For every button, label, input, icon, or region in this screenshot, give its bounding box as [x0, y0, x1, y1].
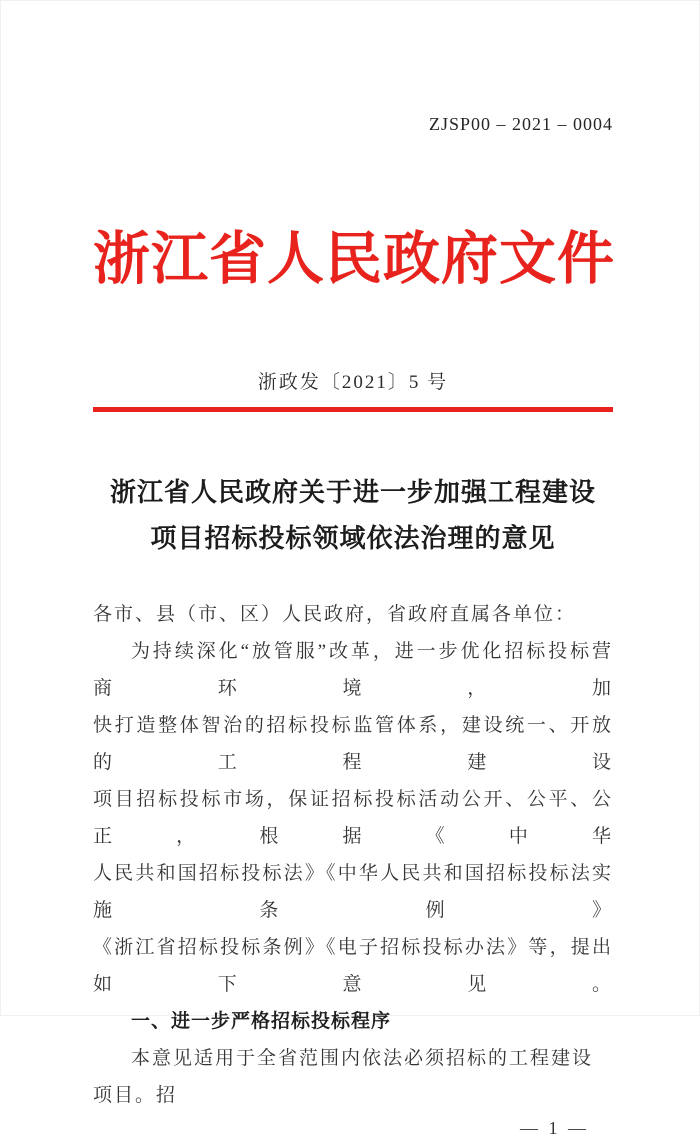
body-line: 《浙江省招标投标条例》《电子招标投标办法》等，提出如下意见。	[93, 937, 613, 995]
masthead-title: 浙江省人民政府文件	[93, 228, 615, 291]
body-line: 人民共和国招标投标法》《中华人民共和国招标投标法实施条例》	[93, 863, 613, 921]
document-title-line1: 浙江省人民政府关于进一步加强工程建设	[109, 478, 596, 507]
body-line: 为持续深化“放管服”改革，进一步优化招标投标营商环境，加	[93, 641, 613, 699]
issue-number: 浙政发〔2021〕5 号	[257, 372, 449, 393]
document-body	[93, 596, 613, 1114]
document-title	[93, 470, 613, 562]
body-line: 本意见适用于全省范围内依法必须招标的工程建设项目。招	[93, 1048, 594, 1106]
doc-reference-code: ZJSP00 – 2021 – 0004	[428, 114, 613, 134]
section-heading: 一、进一步严格招标投标程序	[131, 1011, 392, 1032]
document-title-line2: 项目招标投标领域依法治理的意见	[150, 524, 556, 553]
page-number: — 1 —	[520, 1118, 589, 1138]
red-divider-line	[93, 407, 613, 412]
salutation-line: 各市、县（市、区）人民政府，省政府直属各单位：	[93, 604, 577, 625]
body-line: 快打造整体智治的招标投标监管体系，建设统一、开放的工程建设	[93, 715, 613, 773]
body-line: 项目招标投标市场，保证招标投标活动公开、公平、公正，根据《中华	[93, 789, 613, 847]
